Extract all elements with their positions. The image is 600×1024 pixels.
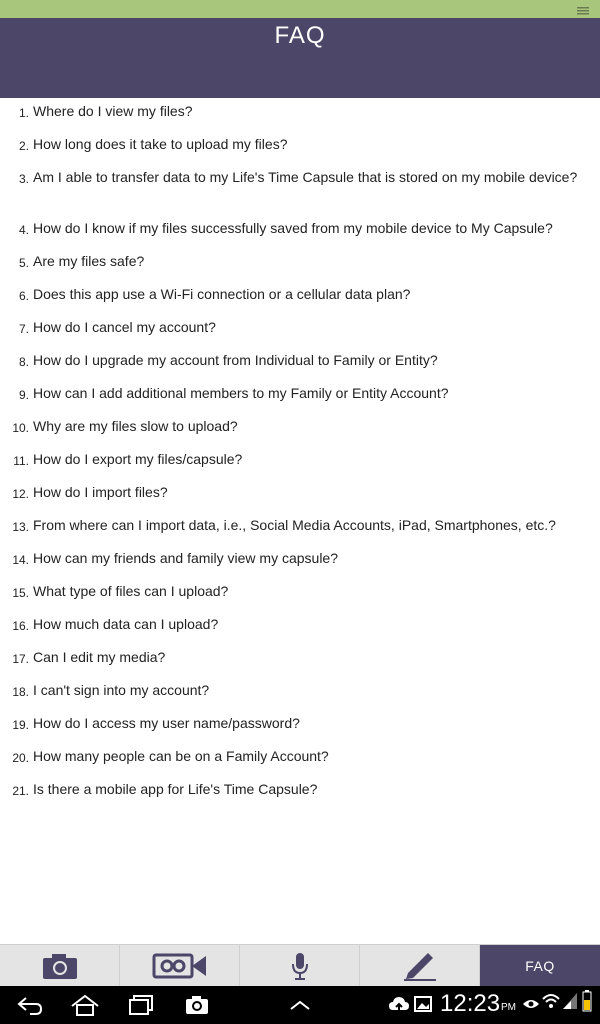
faq-question[interactable]: How long does it take to upload my files? [33,136,288,152]
recent-apps-icon[interactable] [128,994,154,1016]
faq-number: 15. [12,586,29,600]
faq-number: 13. [12,520,29,534]
pencil-icon [400,951,440,981]
home-icon[interactable] [70,994,100,1016]
system-navigation-bar [0,986,600,1024]
faq-number: 19. [12,718,29,732]
faq-question[interactable]: How do I cancel my account? [33,319,216,335]
faq-number: 1. [18,106,29,120]
faq-question[interactable]: I can't sign into my account? [33,682,210,698]
faq-item[interactable] [0,349,600,382]
faq-question[interactable]: How can I add additional members to my Family or Entity Account? [33,385,449,401]
status-time: 12:23 [440,990,501,1017]
chevron-up-icon[interactable] [288,994,312,1016]
faq-number: 20. [12,751,29,765]
signal-icon [562,992,578,1010]
faq-number: 11. [13,454,29,468]
faq-number: 7. [18,322,29,336]
faq-item[interactable] [0,448,600,481]
faq-number: 5. [18,256,29,270]
gallery-icon [414,994,432,1014]
faq-item[interactable] [0,166,600,217]
faq-item[interactable] [0,547,600,580]
faq-question[interactable]: Can I edit my media? [33,649,166,665]
app-header [0,18,600,98]
faq-question[interactable]: How can my friends and family view my capsule? [33,550,339,566]
faq-item[interactable] [0,514,600,547]
faq-item[interactable] [0,712,600,745]
tab-camera[interactable] [0,945,120,987]
faq-question[interactable]: How do I import files? [33,484,168,500]
faq-item[interactable] [0,250,600,283]
faq-item[interactable] [0,382,600,415]
camera-icon [41,951,79,981]
back-icon[interactable] [16,994,44,1016]
faq-number: 8. [18,355,29,369]
faq-question[interactable]: Why are my files slow to upload? [33,418,238,434]
faq-item[interactable] [0,778,600,811]
faq-number: 9. [18,388,29,402]
faq-item[interactable] [0,283,600,316]
battery-icon [582,990,592,1012]
faq-question[interactable]: Are my files safe? [33,253,145,269]
faq-number: 17. [12,652,29,666]
faq-number: 14. [12,553,29,567]
faq-item[interactable] [0,100,600,133]
faq-item[interactable] [0,415,600,448]
faq-question[interactable]: How do I know if my files successfully saved from my mobile device to My Capsule? [33,220,553,236]
faq-question[interactable]: What type of files can I upload? [33,583,229,599]
faq-list [0,100,600,811]
faq-item[interactable] [0,646,600,679]
tab-audio[interactable] [240,945,360,987]
tab-notes[interactable] [360,945,480,987]
faq-question[interactable]: How many people can be on a Family Account? [33,748,329,764]
upload-cloud-icon [388,994,410,1016]
screenshot-camera-icon[interactable] [184,994,210,1016]
faq-question[interactable]: From where can I import data, i.e., Social Media Accounts, iPad, Smartphones, etc.? [33,517,556,533]
faq-number: 4. [18,223,29,237]
status-ampm: PM [501,1002,516,1013]
faq-question[interactable]: Is there a mobile app for Life's Time Capsule? [33,781,318,797]
video-camera-icon [152,952,208,980]
faq-item[interactable] [0,481,600,514]
faq-number: 12. [12,487,29,501]
faq-item[interactable] [0,679,600,712]
microphone-icon [290,951,310,981]
faq-number: 16. [12,619,29,633]
wifi-icon [542,992,560,1010]
faq-question[interactable]: Does this app use a Wi-Fi connection or a cellular data plan? [33,286,411,302]
tab-faq-label: FAQ [525,958,555,974]
faq-item[interactable] [0,133,600,166]
faq-question[interactable]: How much data can I upload? [33,616,219,632]
faq-question[interactable]: How do I access my user name/password? [33,715,300,731]
faq-question[interactable]: Am I able to transfer data to my Life's Time Capsule that is stored on my mobile device? [33,169,578,185]
faq-item[interactable] [0,613,600,646]
faq-number: 6. [18,289,29,303]
faq-item[interactable] [0,217,600,250]
faq-number: 21. [12,784,29,798]
faq-number: 18. [12,685,29,699]
faq-item[interactable] [0,580,600,613]
faq-number: 3. [18,172,29,186]
faq-question[interactable]: How do I upgrade my account from Individual to Family or Entity? [33,352,438,368]
page-title: FAQ [274,22,326,49]
eye-icon [522,998,540,1010]
bottom-tab-bar [0,944,600,986]
faq-number: 2. [18,139,29,153]
tab-faq[interactable] [480,945,600,987]
faq-question[interactable]: How do I export my files/capsule? [33,451,243,467]
faq-item[interactable] [0,745,600,778]
hamburger-icon [577,7,589,15]
faq-number: 10. [12,421,29,435]
faq-question[interactable]: Where do I view my files? [33,103,193,119]
top-accent-strip [0,0,600,18]
tab-video[interactable] [120,945,240,987]
faq-item[interactable] [0,316,600,349]
